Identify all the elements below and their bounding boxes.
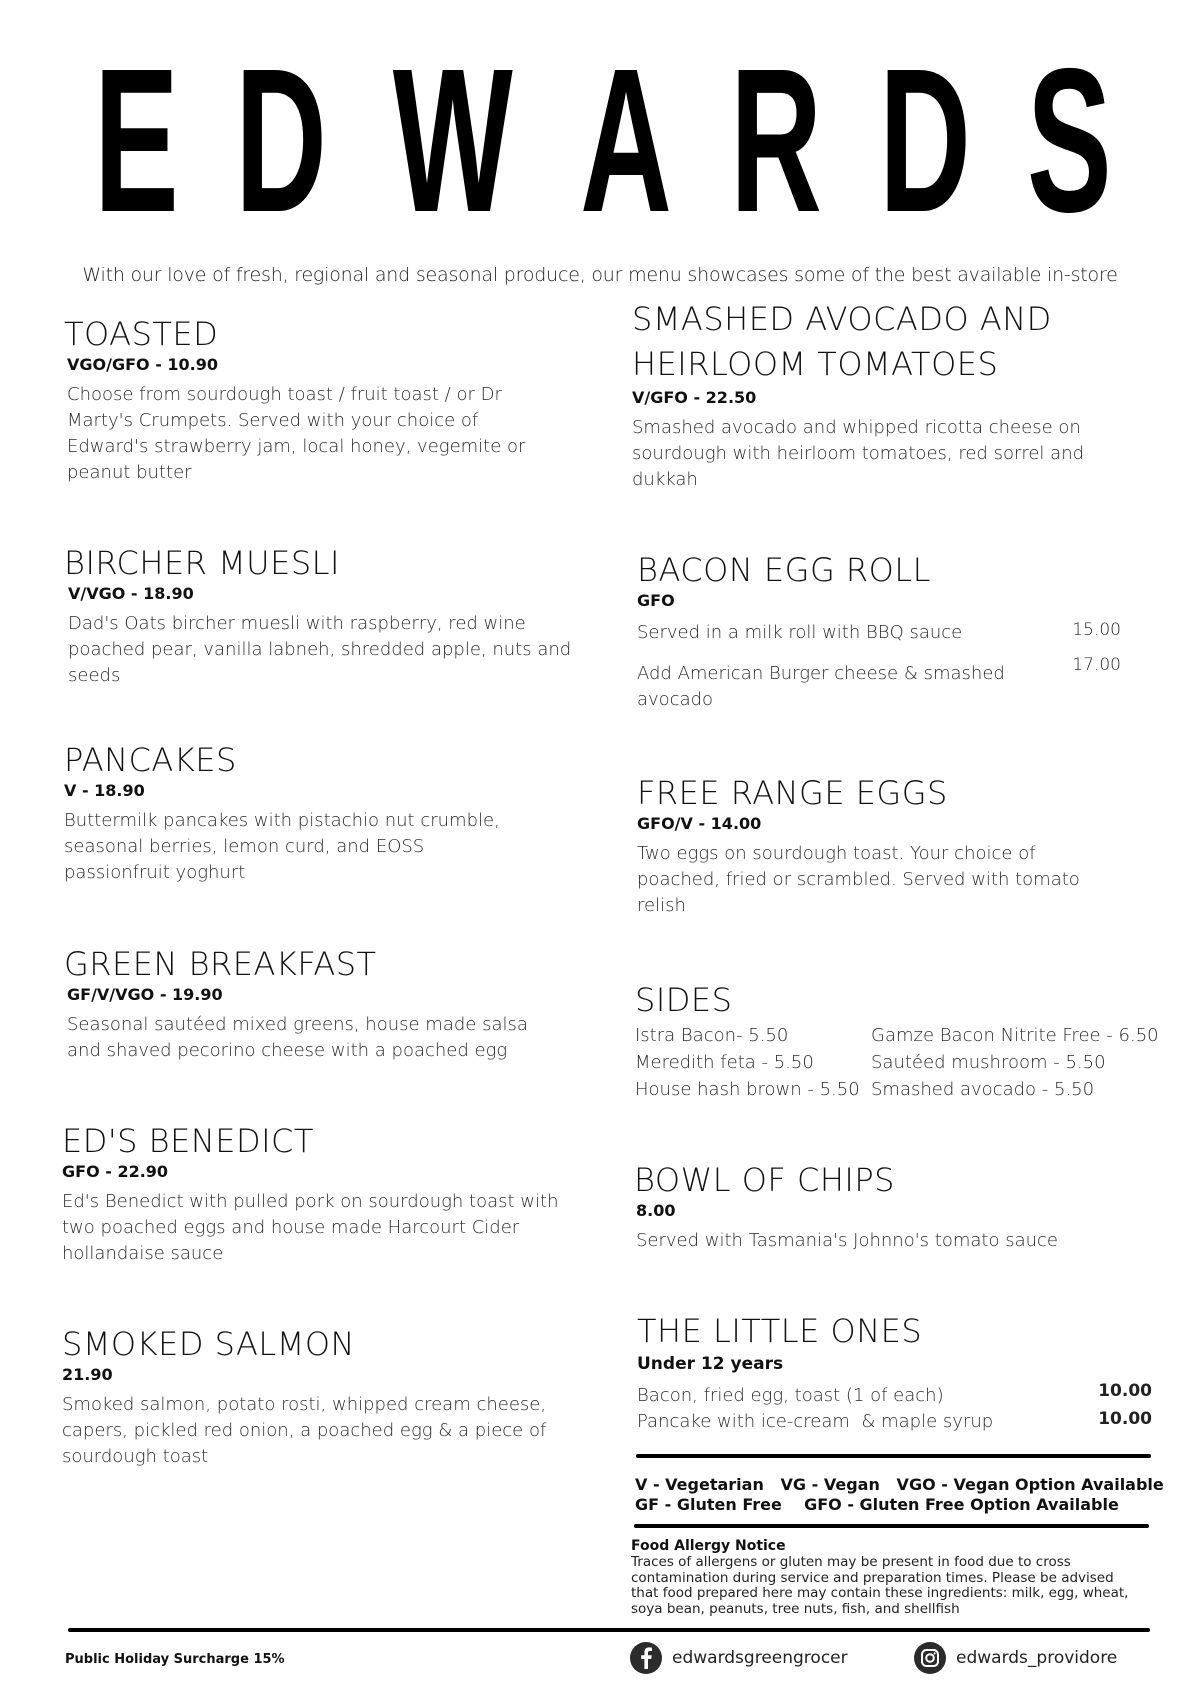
item-description: Served with Tasmania's Johnno's tomato sauce — [636, 1230, 1058, 1251]
tagline: With our love of fresh, regional and seasonal produce, our menu showcases some of the best available in-store — [82, 264, 1118, 286]
side-item: Istra Bacon- 5.50 — [635, 1025, 789, 1046]
item-meta: V/VGO - 18.90 — [68, 584, 194, 603]
menu-item-smashed-avocado — [632, 297, 1152, 493]
footer-divider — [68, 1628, 1150, 1632]
item-meta: 8.00 — [636, 1201, 676, 1220]
option-label: Add American Burger cheese & smashed avocado — [637, 663, 1005, 710]
option-price: 17.00 — [1072, 655, 1121, 675]
item-meta: GF/V/VGO - 19.90 — [67, 985, 223, 1004]
item-meta: GFO — [637, 591, 675, 610]
logo-letter: D — [879, 26, 972, 255]
instagram-handle: edwards_providore — [956, 1648, 1118, 1668]
kids-item-label: Pancake with ice-cream & maple syrup — [637, 1411, 994, 1432]
kids-item-price: 10.00 — [1098, 1409, 1152, 1429]
logo-letter: D — [234, 26, 327, 255]
kids-item-row — [637, 1409, 1152, 1435]
side-item: Sautéed mushroom - 5.50 — [871, 1052, 1106, 1073]
allergy-text: Traces of allergens or gluten may be present in food due to cross contamination during service and preparation times. Please be advised that food prepared here may contain these ingredients: milk, egg, wheat, soya bean, peanuts, tree nuts, fish, and shellfish — [631, 1554, 1129, 1617]
little-ones-section — [637, 1311, 1152, 1435]
menu-item-bircher-muesli — [64, 543, 604, 689]
item-description: Buttermilk pancakes with pistachio nut crumble, seasonal berries, lemon curd, and EOSS passionfruit yoghurt — [64, 810, 500, 883]
logo-letter: S — [1027, 26, 1112, 255]
item-description: Two eggs on sourdough toast. Your choice of poached, fried or scrambled. Served with tomato relish — [637, 843, 1080, 916]
logo-letter: E — [93, 26, 179, 255]
kids-item-price: 10.00 — [1098, 1381, 1152, 1401]
side-item: Smashed avocado - 5.50 — [871, 1079, 1095, 1100]
kids-item-label: Bacon, fried egg, toast (1 of each) — [637, 1385, 944, 1406]
menu-item-pancakes — [64, 740, 604, 886]
item-description: Choose from sourdough toast / fruit toast / or Dr Marty's Crumpets. Served with your choice of Edward's strawberry jam, local honey, vegemite or peanut butter — [67, 384, 526, 483]
instagram-icon — [914, 1642, 946, 1674]
option-label: Served in a milk roll with BBQ sauce — [637, 622, 963, 643]
section-meta: Under 12 years — [637, 1354, 784, 1374]
sides-list — [635, 1022, 1195, 1103]
section-title: SIDES — [635, 981, 733, 1019]
menu-item-bowl-of-chips — [634, 1160, 1134, 1254]
allergy-title: Food Allergy Notice — [631, 1538, 786, 1554]
item-meta: GFO - 22.90 — [62, 1162, 169, 1181]
logo — [0, 28, 1200, 253]
facebook-link[interactable] — [630, 1642, 848, 1674]
item-meta: VGO/GFO - 10.90 — [67, 355, 219, 374]
item-title: SMOKED SALMON — [62, 1325, 355, 1363]
section-title: THE LITTLE ONES — [637, 1312, 923, 1350]
dietary-legend — [635, 1475, 1164, 1515]
facebook-handle: edwardsgreengrocer — [672, 1648, 848, 1668]
divider — [634, 1524, 1149, 1528]
item-title: PANCAKES — [64, 741, 237, 779]
logo-letter: R — [729, 26, 822, 255]
item-title: FREE RANGE EGGS — [637, 774, 948, 812]
item-title: BOWL OF CHIPS — [634, 1161, 895, 1199]
legend-line: GF - Gluten Free GFO - Gluten Free Option Available — [635, 1495, 1119, 1514]
menu-item-bacon-egg-roll — [637, 550, 1127, 713]
surcharge-note: Public Holiday Surcharge 15% — [65, 1652, 285, 1667]
logo-letter: A — [579, 26, 672, 255]
item-title: TOASTED — [64, 315, 219, 353]
divider — [636, 1454, 1151, 1458]
option-price: 15.00 — [1072, 620, 1121, 640]
item-meta: 21.90 — [62, 1365, 113, 1384]
item-title: GREEN BREAKFAST — [64, 945, 377, 983]
menu-item-smoked-salmon — [62, 1324, 602, 1470]
item-title: SMASHED AVOCADO AND — [632, 300, 1052, 338]
item-title: HEIRLOOM TOMATOES — [632, 345, 999, 383]
logo-letter: W — [393, 26, 514, 255]
item-description: Smashed avocado and whipped ricotta cheese on sourdough with heirloom tomatoes, red sorrel and dukkah — [632, 417, 1085, 490]
option-row — [637, 655, 1127, 713]
item-title: BIRCHER MUESLI — [64, 544, 340, 582]
item-description: Ed's Benedict with pulled pork on sourdough toast with two poached eggs and house made Harcourt Cider hollandaise sauce — [62, 1191, 559, 1264]
item-meta: V/GFO - 22.50 — [632, 388, 757, 407]
menu-item-toasted — [64, 314, 564, 486]
item-meta: V - 18.90 — [64, 781, 145, 800]
item-title: BACON EGG ROLL — [637, 551, 931, 589]
side-item: Gamze Bacon Nitrite Free - 6.50 — [871, 1025, 1159, 1046]
menu-item-eds-benedict — [62, 1121, 602, 1267]
menu-item-free-range-eggs — [637, 773, 1127, 919]
side-item: House hash brown - 5.50 — [635, 1079, 860, 1100]
allergy-notice — [631, 1538, 1136, 1617]
item-description: Dad's Oats bircher muesli with raspberry, red wine poached pear, vanilla labneh, shredded apple, nuts and seeds — [68, 613, 572, 686]
instagram-link[interactable] — [914, 1642, 1117, 1674]
facebook-icon — [630, 1642, 662, 1674]
item-description: Seasonal sautéed mixed greens, house made salsa and shaved pecorino cheese with a poached egg — [67, 1014, 528, 1061]
menu-item-green-breakfast — [64, 944, 604, 1064]
legend-line: V - Vegetarian VG - Vegan VGO - Vegan Option Available — [635, 1475, 1164, 1494]
item-title: ED'S BENEDICT — [62, 1122, 314, 1160]
item-meta: GFO/V - 14.00 — [637, 814, 762, 833]
sides-section — [635, 980, 1195, 1103]
option-row — [637, 620, 1127, 646]
item-description: Smoked salmon, potato rosti, whipped cream cheese, capers, pickled red onion, a poached egg & a piece of sourdough toast — [62, 1394, 547, 1467]
side-item: Meredith feta - 5.50 — [635, 1052, 814, 1073]
kids-item-row — [637, 1383, 1152, 1409]
